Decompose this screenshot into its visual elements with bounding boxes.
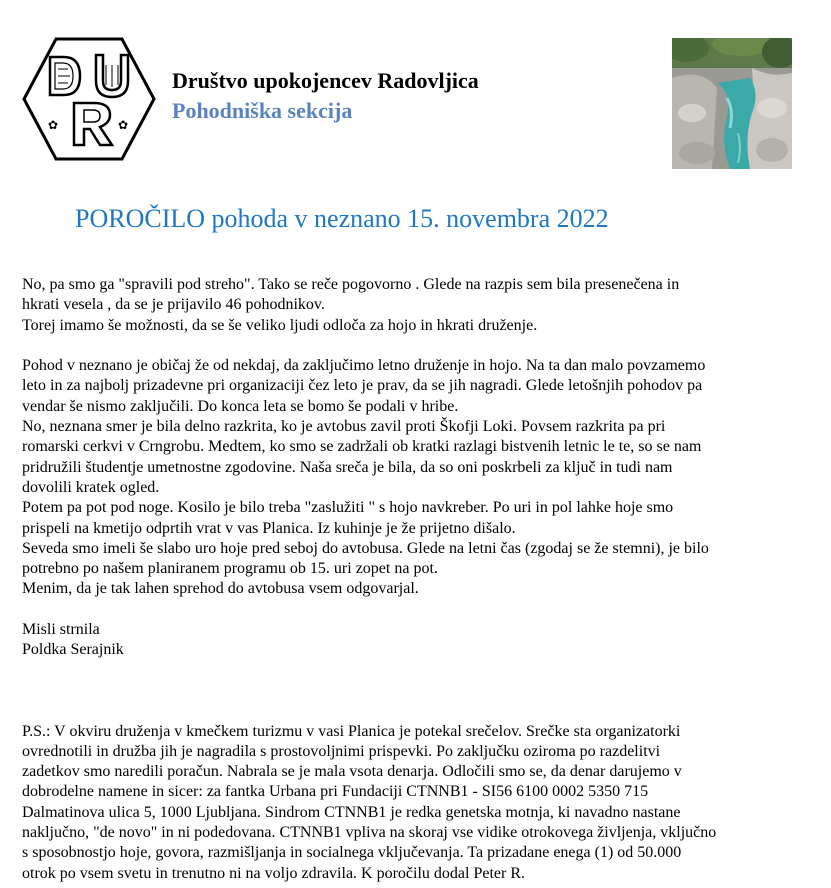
svg-text:✿: ✿ <box>48 118 59 132</box>
intro-paragraph <box>22 275 812 336</box>
logo <box>22 37 156 161</box>
section-name: Pohodniška sekcija <box>172 98 353 123</box>
logo-letter-d <box>50 57 80 95</box>
text-line: prispeli na kmetijo odprtih vrat v vas Planica. Iz kuhinje je že prijetno dišalo. <box>22 519 516 537</box>
signature-name: Poldka Serajnik <box>22 641 124 659</box>
text-line: dovolili kratek ogled. <box>22 478 160 496</box>
report-paragraph <box>22 356 812 600</box>
river-gorge-photo <box>672 38 792 169</box>
text-line: s sposobnostjo hoje, govora, razmišljanja in socialnega vključevanja. Ta prizadane enega (1) od 50.000 <box>22 844 682 862</box>
text-line: hkrati vesela , da se je prijavilo 46 pohodnikov. <box>22 296 325 314</box>
text-line: No, neznana smer je bila delno razkrita, ko je avtobus zavil proti Škofji Loki. Povsem razkrita pa pri <box>22 418 666 436</box>
logo-hexagon <box>24 39 154 159</box>
text-line: Pohod v neznano je običaj že od nekdaj, da zaključimo letno druženje in hojo. Na ta dan malo povzamemo <box>22 357 706 375</box>
signature-line: Misli strnila <box>22 621 100 639</box>
text-line: Seveda smo imeli še slabo uro hoje pred seboj do avtobusa. Glede na letni čas (zgodaj se že stemni), je bilo <box>22 539 709 557</box>
text-line: Potem pa pot pod noge. Kosilo je bilo treba "zaslužiti " s hojo navkreber. Po uri in pol lahke hoje smo <box>22 499 674 517</box>
text-line: P.S.: V okviru druženja v kmečkem turizmu v vasi Planica je potekal srečelov. Srečke sta organizatorki <box>22 722 681 740</box>
text-line: Torej imamo še možnosti, da se še veliko ljudi odloča za hojo in hkrati druženje. <box>22 316 538 334</box>
ps-paragraph <box>22 722 812 884</box>
text-line: dobrodelne namene in sicer: za fantka Urbana pri Fundaciji CTNNB1 - SI56 6100 0002 5350 715 <box>22 783 649 801</box>
text-line: naključno, "de novo" in ni podedovana. CTNNB1 vpliva na skoraj vse vidike otrokovega življenja, vključno <box>22 824 717 842</box>
text-line: otrok po vsem svetu in trenutno ni na voljo zdravila. K poročilu dodal Peter R. <box>22 864 526 882</box>
svg-text:✿: ✿ <box>118 118 129 132</box>
text-line: leto in za najbolj prizadevne pri organizaciji čez leto je prav, da se jih nagradi. Glede letošnjih pohodov pa <box>22 377 703 395</box>
text-line: zadetkov smo naredili poračun. Nabrala se je mala vsota denarja. Odločili smo se, da denar darujemo v <box>22 763 682 781</box>
text-line: vendar še nismo zaključili. Do konca leta se bomo še podali v hribe. <box>22 397 459 415</box>
text-line: ovrednotili in družba jih je nagradila s prostovoljnimi prispevki. Po zaključku oziroma po razdelitvi <box>22 742 661 760</box>
text-line: Dalmatinova ulica 5, 1000 Ljubljana. Sindrom CTNNB1 je redka genetska motnja, ki navadno nastane <box>22 803 681 821</box>
text-line: pridružili študentje umetnostne zgodovine. Naša sreča je bila, da so oni poskrbeli za ključ in tudi nam <box>22 458 673 476</box>
text-line: potrebno po našem planiranem programu ob 15. uri zopet na pot. <box>22 560 438 578</box>
report-title: POROČILO pohoda v neznano 15. novembra 2022 <box>75 204 609 233</box>
signature <box>22 620 812 661</box>
text-line: romarski cerkvi v Crngrobu. Medtem, ko smo se zadržali ob kratki razlagi bistvenih letnic le te, so se nam <box>22 438 702 456</box>
org-name: Društvo upokojencev Radovljica <box>172 68 479 93</box>
text-line: Menim, da je tak lahen sprehod do avtobusa vsem odgovarjal. <box>22 580 419 598</box>
report-body <box>22 275 812 884</box>
text-line: No, pa smo ga "spravili pod streho". Tako se reče pogovorno . Glede na razpis sem bila presenečena in <box>22 276 680 293</box>
